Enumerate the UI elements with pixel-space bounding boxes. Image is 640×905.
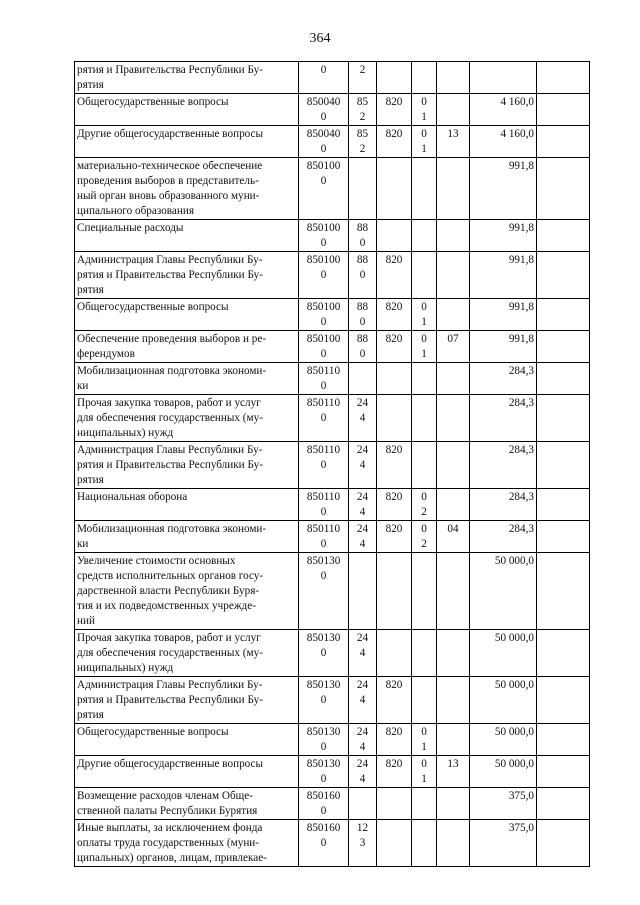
cell-expense-type: 88 0: [349, 220, 377, 252]
cell-target-article: 850110 0: [299, 442, 349, 489]
cell-section: 0 1: [412, 299, 437, 331]
cell-ministry-code: [377, 62, 412, 94]
cell-ministry-code: 820: [377, 299, 412, 331]
cell-target-article: 850100 0: [299, 331, 349, 363]
cell-expense-type: [349, 788, 377, 820]
cell-target-article: 850100 0: [299, 299, 349, 331]
cell-subsection: [437, 677, 470, 724]
cell-amount: 991,8: [470, 252, 537, 299]
cell-section: 0 1: [412, 756, 437, 788]
cell-name: Общегосударственные вопросы: [75, 724, 299, 756]
cell-name: Администрация Главы Республики Бу- рятия и Правительства Республики Бу- рятия: [75, 442, 299, 489]
cell-target-article: 850100 0: [299, 252, 349, 299]
cell-ministry-code: 820: [377, 677, 412, 724]
cell-name: Национальная оборона: [75, 489, 299, 521]
cell-target-article: 850100 0: [299, 158, 349, 220]
cell-ministry-code: [377, 220, 412, 252]
cell-section: [412, 220, 437, 252]
cell-expense-type: 88 0: [349, 252, 377, 299]
cell-section: [412, 820, 437, 867]
cell-amount: 284,3: [470, 395, 537, 442]
cell-ministry-code: [377, 788, 412, 820]
cell-subsection: 04: [437, 521, 470, 553]
cell-name: Специальные расходы: [75, 220, 299, 252]
cell-ministry-code: [377, 363, 412, 395]
cell-amount: 375,0: [470, 788, 537, 820]
cell-target-article: 850110 0: [299, 363, 349, 395]
cell-ministry-code: 820: [377, 521, 412, 553]
cell-amount: 991,8: [470, 299, 537, 331]
cell-target-article: 850130 0: [299, 630, 349, 677]
cell-section: 0 1: [412, 331, 437, 363]
cell-section: [412, 677, 437, 724]
cell-target-article: 850160 0: [299, 820, 349, 867]
cell-subsection: [437, 395, 470, 442]
cell-name: Обеспечение проведения выборов и ре- ферендумов: [75, 331, 299, 363]
cell-subsection: [437, 363, 470, 395]
cell-name: Мобилизационная подготовка экономи- ки: [75, 363, 299, 395]
cell-expense-type: 24 4: [349, 489, 377, 521]
cell-amount: [470, 62, 537, 94]
cell-section: [412, 252, 437, 299]
cell-extra: [537, 331, 590, 363]
cell-extra: [537, 677, 590, 724]
cell-section: [412, 395, 437, 442]
cell-target-article: 850130 0: [299, 724, 349, 756]
cell-amount: 4 160,0: [470, 94, 537, 126]
cell-extra: [537, 788, 590, 820]
cell-name: Прочая закупка товаров, работ и услуг для обеспечения государственных (му- ниципальных) нужд: [75, 395, 299, 442]
cell-subsection: [437, 630, 470, 677]
table-row: [75, 220, 590, 252]
cell-ministry-code: [377, 630, 412, 677]
cell-subsection: [437, 553, 470, 630]
table-row: [75, 299, 590, 331]
cell-section: 0 1: [412, 724, 437, 756]
cell-expense-type: 85 2: [349, 126, 377, 158]
cell-ministry-code: 820: [377, 442, 412, 489]
page-number: 364: [309, 31, 331, 46]
table-row: [75, 553, 590, 630]
cell-amount: 284,3: [470, 363, 537, 395]
cell-extra: [537, 756, 590, 788]
cell-target-article: 850110 0: [299, 489, 349, 521]
cell-amount: 50 000,0: [470, 724, 537, 756]
cell-section: 0 2: [412, 521, 437, 553]
table-row: [75, 94, 590, 126]
cell-section: 0 1: [412, 94, 437, 126]
cell-amount: 991,8: [470, 331, 537, 363]
cell-extra: [537, 521, 590, 553]
cell-name: Общегосударственные вопросы: [75, 94, 299, 126]
table-row: [75, 442, 590, 489]
cell-name: Иные выплаты, за исключением фонда оплаты труда государственных (муни- ципальных) органов, лицам, привлекае-: [75, 820, 299, 867]
cell-target-article: 850100 0: [299, 220, 349, 252]
cell-section: [412, 158, 437, 220]
table-row: [75, 724, 590, 756]
cell-expense-type: 24 4: [349, 442, 377, 489]
cell-section: [412, 788, 437, 820]
cell-name: Администрация Главы Республики Бу- рятия и Правительства Республики Бу- рятия: [75, 252, 299, 299]
table-row: [75, 252, 590, 299]
cell-amount: 50 000,0: [470, 677, 537, 724]
cell-target-article: 850110 0: [299, 395, 349, 442]
cell-extra: [537, 724, 590, 756]
table-row: [75, 521, 590, 553]
cell-amount: 991,8: [470, 220, 537, 252]
cell-expense-type: 24 4: [349, 630, 377, 677]
cell-name: Другие общегосударственные вопросы: [75, 756, 299, 788]
cell-extra: [537, 489, 590, 521]
cell-ministry-code: [377, 553, 412, 630]
cell-extra: [537, 62, 590, 94]
cell-ministry-code: 820: [377, 489, 412, 521]
cell-expense-type: [349, 553, 377, 630]
cell-subsection: [437, 788, 470, 820]
cell-extra: [537, 363, 590, 395]
cell-expense-type: 85 2: [349, 94, 377, 126]
cell-target-article: 850040 0: [299, 126, 349, 158]
cell-expense-type: 24 4: [349, 724, 377, 756]
cell-name: Администрация Главы Республики Бу- рятия и Правительства Республики Бу- рятия: [75, 677, 299, 724]
cell-ministry-code: 820: [377, 331, 412, 363]
cell-expense-type: 24 4: [349, 756, 377, 788]
cell-expense-type: 88 0: [349, 299, 377, 331]
cell-expense-type: 88 0: [349, 331, 377, 363]
cell-subsection: [437, 158, 470, 220]
table-row: [75, 62, 590, 94]
cell-section: 0 2: [412, 489, 437, 521]
cell-ministry-code: [377, 820, 412, 867]
cell-amount: 50 000,0: [470, 630, 537, 677]
cell-target-article: 850110 0: [299, 521, 349, 553]
cell-ministry-code: [377, 395, 412, 442]
cell-expense-type: [349, 363, 377, 395]
cell-section: [412, 442, 437, 489]
cell-target-article: 0: [299, 62, 349, 94]
budget-table: [74, 61, 590, 867]
cell-name: Общегосударственные вопросы: [75, 299, 299, 331]
cell-subsection: 13: [437, 126, 470, 158]
cell-amount: 50 000,0: [470, 756, 537, 788]
table-row: [75, 331, 590, 363]
cell-target-article: 850130 0: [299, 553, 349, 630]
cell-expense-type: 24 4: [349, 395, 377, 442]
cell-expense-type: 12 3: [349, 820, 377, 867]
table-row: [75, 820, 590, 867]
cell-extra: [537, 158, 590, 220]
cell-subsection: [437, 489, 470, 521]
cell-extra: [537, 299, 590, 331]
cell-ministry-code: 820: [377, 756, 412, 788]
cell-ministry-code: 820: [377, 724, 412, 756]
cell-section: [412, 553, 437, 630]
cell-subsection: [437, 62, 470, 94]
cell-ministry-code: [377, 158, 412, 220]
cell-amount: 991,8: [470, 158, 537, 220]
cell-target-article: 850130 0: [299, 677, 349, 724]
cell-target-article: 850040 0: [299, 94, 349, 126]
cell-extra: [537, 820, 590, 867]
cell-subsection: [437, 94, 470, 126]
cell-subsection: [437, 724, 470, 756]
cell-amount: 284,3: [470, 489, 537, 521]
cell-expense-type: 2: [349, 62, 377, 94]
cell-amount: 284,3: [470, 521, 537, 553]
cell-extra: [537, 553, 590, 630]
cell-extra: [537, 126, 590, 158]
cell-subsection: [437, 220, 470, 252]
budget-table-body: [75, 62, 590, 867]
cell-section: 0 1: [412, 126, 437, 158]
table-row: [75, 489, 590, 521]
table-row: [75, 395, 590, 442]
table-row: [75, 363, 590, 395]
cell-ministry-code: 820: [377, 126, 412, 158]
table-row: [75, 630, 590, 677]
cell-amount: 50 000,0: [470, 553, 537, 630]
table-row: [75, 788, 590, 820]
cell-name: рятия и Правительства Республики Бу- рятия: [75, 62, 299, 94]
cell-subsection: [437, 442, 470, 489]
cell-extra: [537, 94, 590, 126]
table-row: [75, 158, 590, 220]
cell-subsection: 07: [437, 331, 470, 363]
cell-name: Увеличение стоимости основных средств исполнительных органов госу- дарственной власти Республики Буря- тия и их подведомственных учрежде- ний: [75, 553, 299, 630]
cell-name: Мобилизационная подготовка экономи- ки: [75, 521, 299, 553]
cell-amount: 4 160,0: [470, 126, 537, 158]
cell-name: Возмещение расходов членам Обще- ственной палаты Республики Бурятия: [75, 788, 299, 820]
cell-extra: [537, 252, 590, 299]
cell-extra: [537, 220, 590, 252]
cell-section: [412, 363, 437, 395]
cell-section: [412, 62, 437, 94]
cell-expense-type: [349, 158, 377, 220]
cell-amount: 284,3: [470, 442, 537, 489]
cell-section: [412, 630, 437, 677]
cell-subsection: [437, 820, 470, 867]
table-row: [75, 677, 590, 724]
cell-extra: [537, 442, 590, 489]
cell-amount: 375,0: [470, 820, 537, 867]
cell-ministry-code: 820: [377, 252, 412, 299]
cell-extra: [537, 630, 590, 677]
cell-ministry-code: 820: [377, 94, 412, 126]
cell-target-article: 850160 0: [299, 788, 349, 820]
cell-expense-type: 24 4: [349, 677, 377, 724]
cell-name: Прочая закупка товаров, работ и услуг для обеспечения государственных (му- ниципальных) нужд: [75, 630, 299, 677]
cell-expense-type: 24 4: [349, 521, 377, 553]
cell-subsection: [437, 252, 470, 299]
cell-subsection: 13: [437, 756, 470, 788]
cell-name: материально-техническое обеспечение проведения выборов в представитель- ный орган вновь образованного муни- ципального образования: [75, 158, 299, 220]
table-row: [75, 756, 590, 788]
table-row: [75, 126, 590, 158]
cell-extra: [537, 395, 590, 442]
cell-name: Другие общегосударственные вопросы: [75, 126, 299, 158]
cell-target-article: 850130 0: [299, 756, 349, 788]
cell-subsection: [437, 299, 470, 331]
